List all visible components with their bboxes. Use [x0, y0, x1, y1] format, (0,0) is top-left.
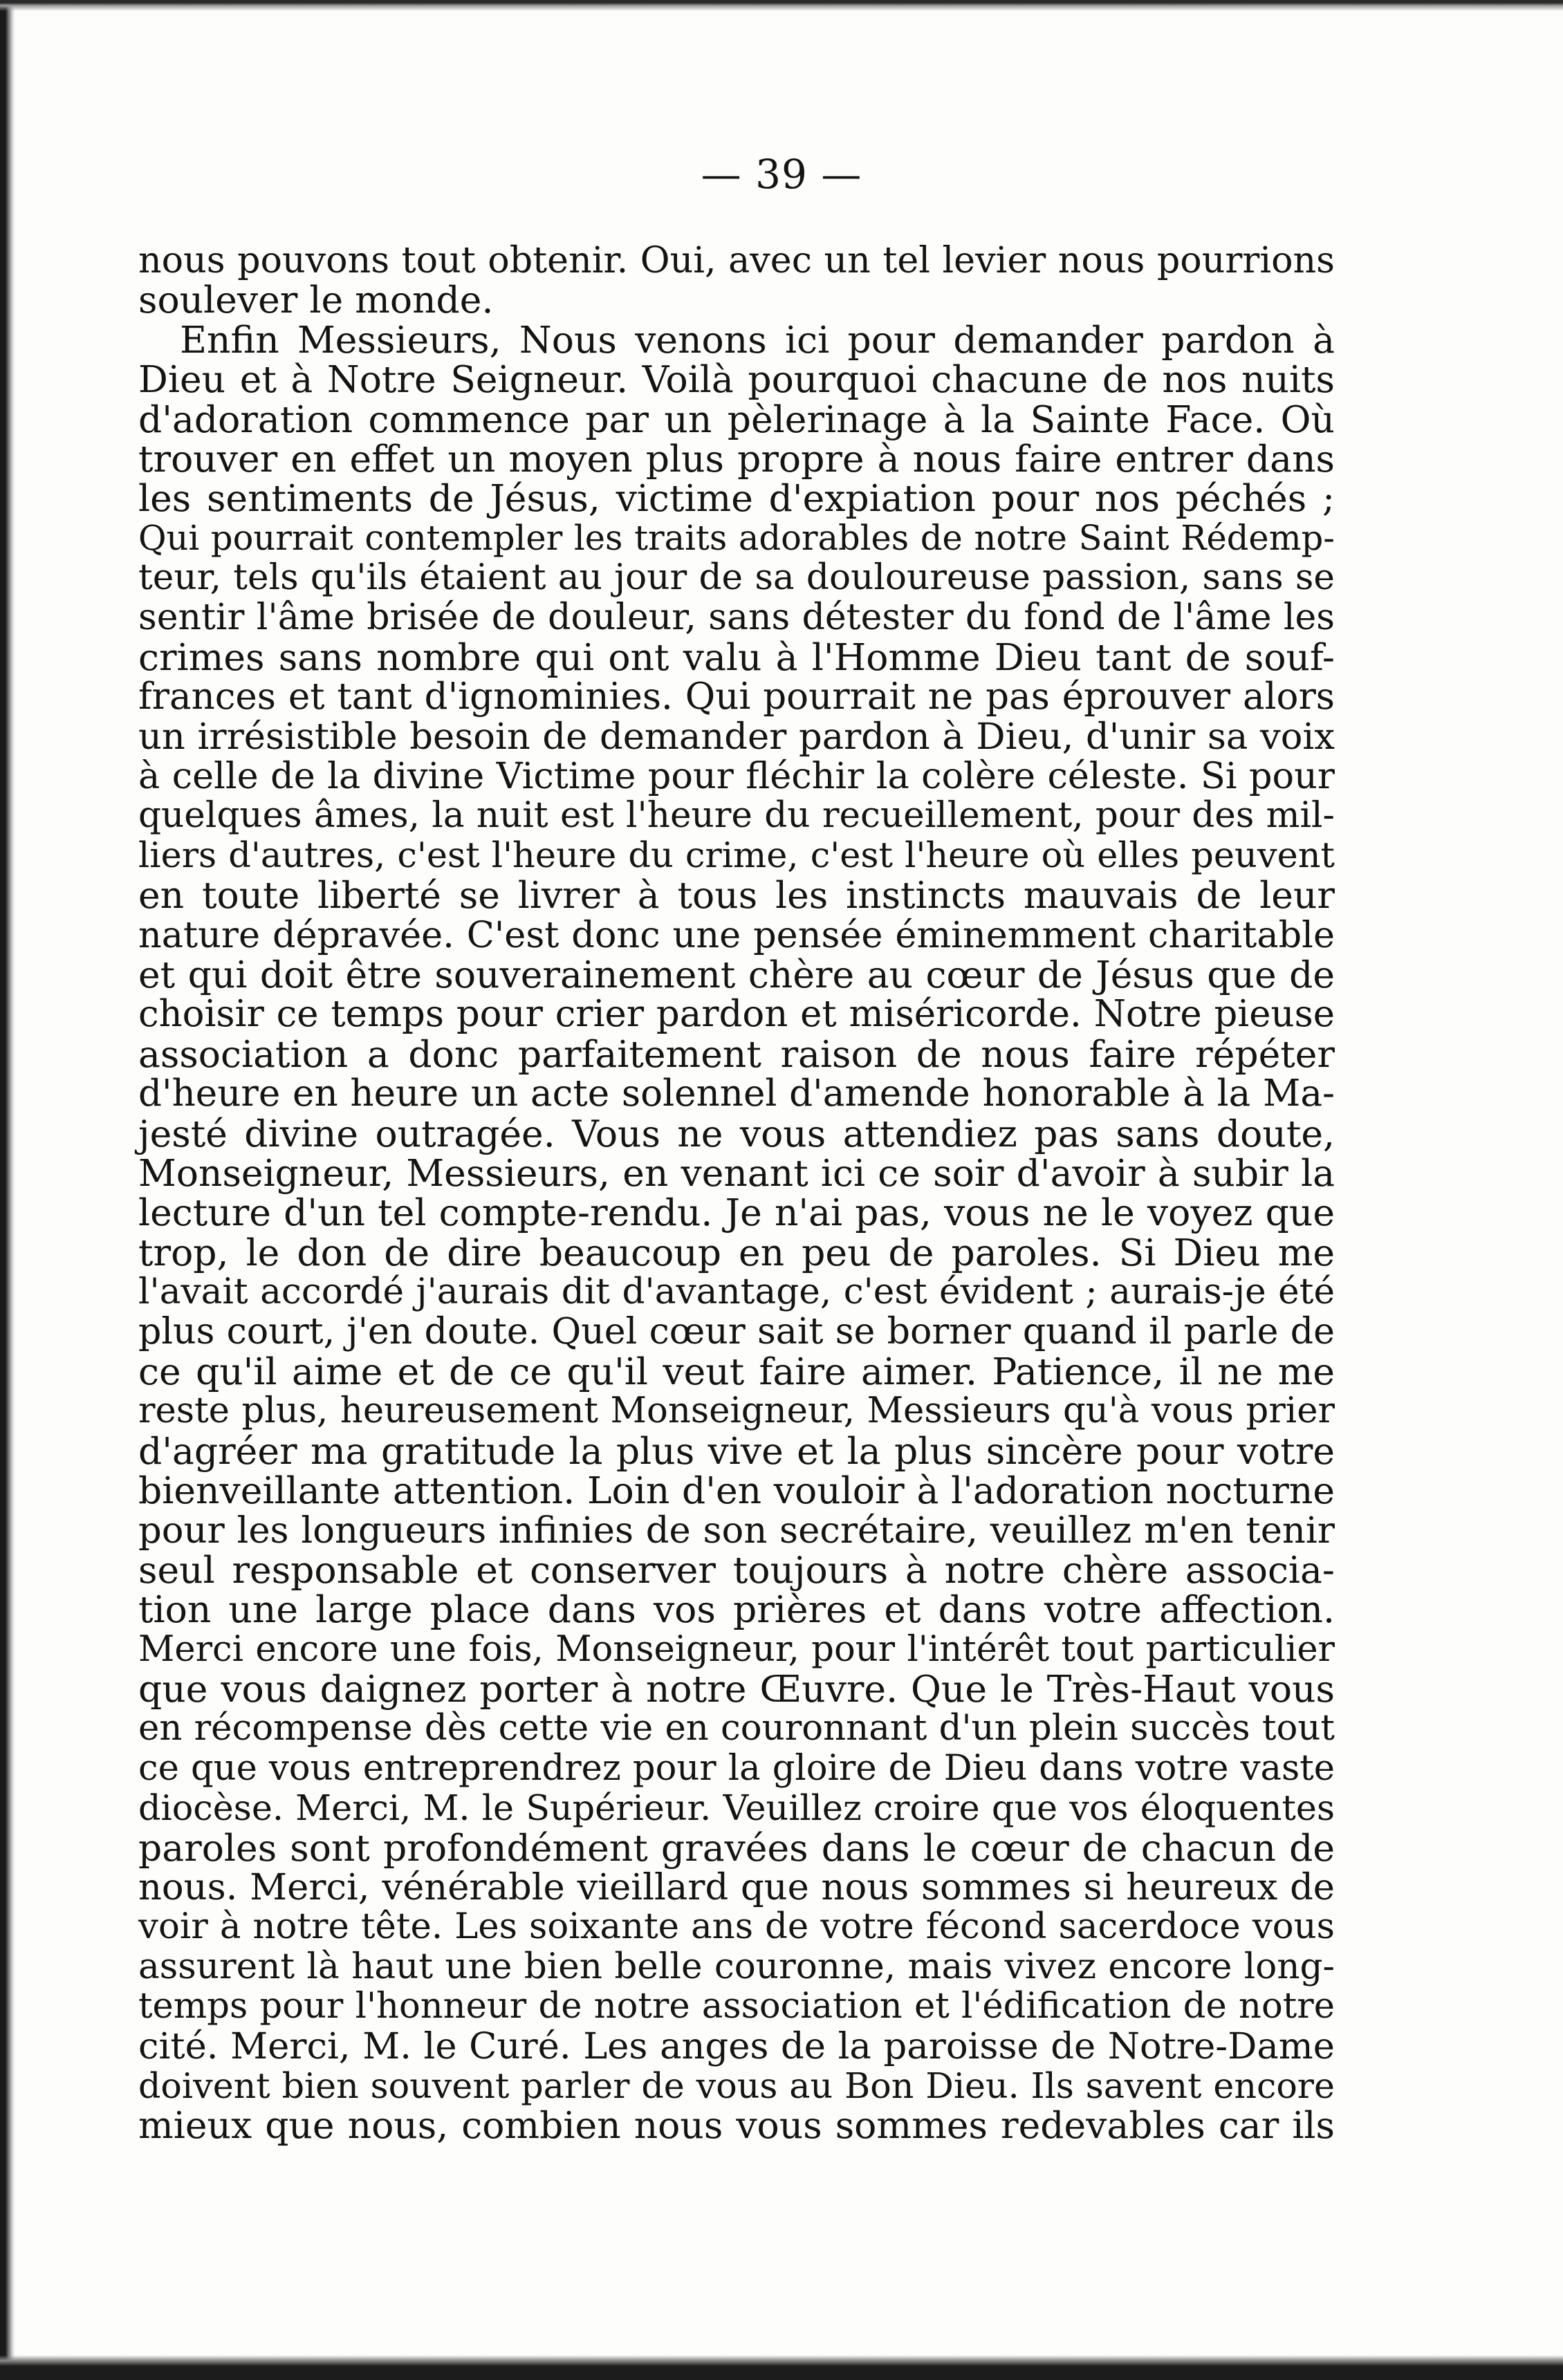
text-line: choisir ce temps pour crier pardon et miséricorde. Notre pieuse	[138, 993, 1335, 1036]
scan-top-edge	[0, 0, 1563, 11]
text-line: ce que vous entreprendrez pour la gloire de Dieu dans votre vaste	[138, 1747, 1335, 1789]
text-line: en récompense dès cette vie en couronnant d'un plein succès tout	[138, 1707, 1335, 1749]
text-line: seul responsable et conserver toujours à notre chère associa-	[138, 1547, 1335, 1592]
text-line: jesté divine outragée. Vous ne vous attendiez pas sans doute,	[138, 1111, 1335, 1155]
text-line: quelques âmes, la nuit est l'heure du recueillement, pour des mil-	[138, 794, 1335, 837]
text-line: teur, tels qu'ils étaient au jour de sa douloureuse passion, sans se	[138, 557, 1335, 599]
text-line: trop, le don de dire beaucoup en peu de paroles. Si Dieu me	[138, 1230, 1335, 1274]
text-line: liers d'autres, c'est l'heure du crime, c'est l'heure où elles peuvent	[138, 835, 1335, 876]
text-line: mieux que nous, combien nous vous sommes redevables car ils	[138, 2103, 1335, 2148]
text-line: diocèse. Merci, M. le Supérieur. Veuillez croire que vos éloquentes	[138, 1787, 1335, 1829]
text-line: Merci encore une fois, Monseigneur, pour l'intérêt tout particulier	[138, 1628, 1335, 1670]
text-line: temps pour l'honneur de notre association et l'édification de notre	[138, 1986, 1335, 2027]
text-line: Monseigneur, Messieurs, en venant ici ce soir d'avoir à subir la	[138, 1151, 1335, 1195]
text-line: reste plus, heureusement Monseigneur, Messieurs qu'à vous prier	[138, 1390, 1335, 1432]
text-line: l'avait accordé j'aurais dit d'avantage, c'est évident ; aurais-je été	[138, 1271, 1335, 1313]
text-line: un irrésistible besoin de demander pardon à Dieu, d'unir sa voix	[138, 715, 1335, 758]
text-line: nature dépravée. C'est donc une pensée éminemment charitable	[138, 913, 1335, 956]
text-line: lecture d'un tel compte-rendu. Je n'ai pas, vous ne le voyez que	[138, 1191, 1335, 1235]
text-line: plus court, j'en doute. Quel cœur sait se borner quand il parle de	[138, 1310, 1335, 1352]
scan-left-edge	[0, 0, 15, 2380]
text-line: tion une large place dans vos prières et dans votre affection.	[138, 1588, 1335, 1632]
text-line: association a donc parfaitement raison de nous faire répéter	[138, 1032, 1335, 1076]
text-line: cité. Merci, M. le Curé. Les anges de la paroisse de Notre-Dame	[138, 2025, 1335, 2067]
text-line: assurent là haut une bien belle couronne, mais vivez encore long-	[138, 1945, 1335, 1987]
text-line: nous. Merci, vénérable vieillard que nous sommes si heureux de	[138, 1866, 1335, 1909]
text-line: en toute liberté se livrer à tous les instincts mauvais de leur	[138, 873, 1335, 918]
text-line: les sentiments de Jésus, victime d'expiation pour nos péchés ;	[138, 476, 1335, 521]
text-line: et qui doit être souverainement chère au cœur de Jésus que de	[138, 953, 1335, 997]
text-line: Dieu et à Notre Seigneur. Voilà pourquoi chacune de nos nuits	[138, 357, 1335, 402]
body-text	[138, 241, 1335, 2146]
text-line: que vous daignez porter à notre Œuvre. Que le Très-Haut vous	[138, 1667, 1335, 1711]
text-line: paroles sont profondément gravées dans le cœur de chacun de	[138, 1825, 1335, 1870]
text-line: voir à notre tête. Les soixante ans de votre fécond sacerdoce vous	[138, 1906, 1335, 1948]
text-line: ce qu'il aime et de ce qu'il veut faire aimer. Patience, il ne me	[138, 1349, 1335, 1393]
text-line: trouver en effet un moyen plus propre à nous faire entrer dans	[138, 436, 1335, 481]
text-line: soulever le monde.	[138, 278, 494, 322]
text-line: Qui pourrait contempler les traits adorables de notre Saint Rédemp-	[138, 517, 1335, 558]
text-line: Enfin Messieurs, Nous venons ici pour demander pardon à	[180, 317, 1335, 362]
scan-bottom-edge	[0, 2355, 1563, 2380]
text-line: d'agréer ma gratitude la plus vive et la plus sincère pour votre	[138, 1429, 1335, 1473]
text-line: bienveillante attention. Loin d'en vouloir à l'adoration nocturne	[138, 1469, 1335, 1513]
text-line: d'heure en heure un acte solennel d'amende honorable à la Ma-	[138, 1072, 1335, 1115]
text-line: pour les longueurs infinies de son secrétaire, veuillez m'en tenir	[138, 1509, 1335, 1552]
text-line: doivent bien souvent parler de vous au Bon Dieu. Ils savent encore	[138, 2065, 1335, 2106]
text-line: à celle de la divine Victime pour fléchir la colère céleste. Si pour	[138, 755, 1335, 798]
text-line: crimes sans nombre qui ont valu à l'Homme Dieu tant de souf-	[138, 635, 1335, 679]
text-line: d'adoration commence par un pèlerinage à la Sainte Face. Où	[138, 397, 1335, 441]
text-line: sentir l'âme brisée de douleur, sans détester du fond de l'âme les	[138, 596, 1335, 638]
text-line: frances et tant d'ignominies. Qui pourrait ne pas éprouver alors	[138, 675, 1335, 718]
text-line: nous pouvons tout obtenir. Oui, avec un tel levier nous pourrions	[138, 239, 1335, 281]
page-number: — 39 —	[701, 151, 862, 198]
